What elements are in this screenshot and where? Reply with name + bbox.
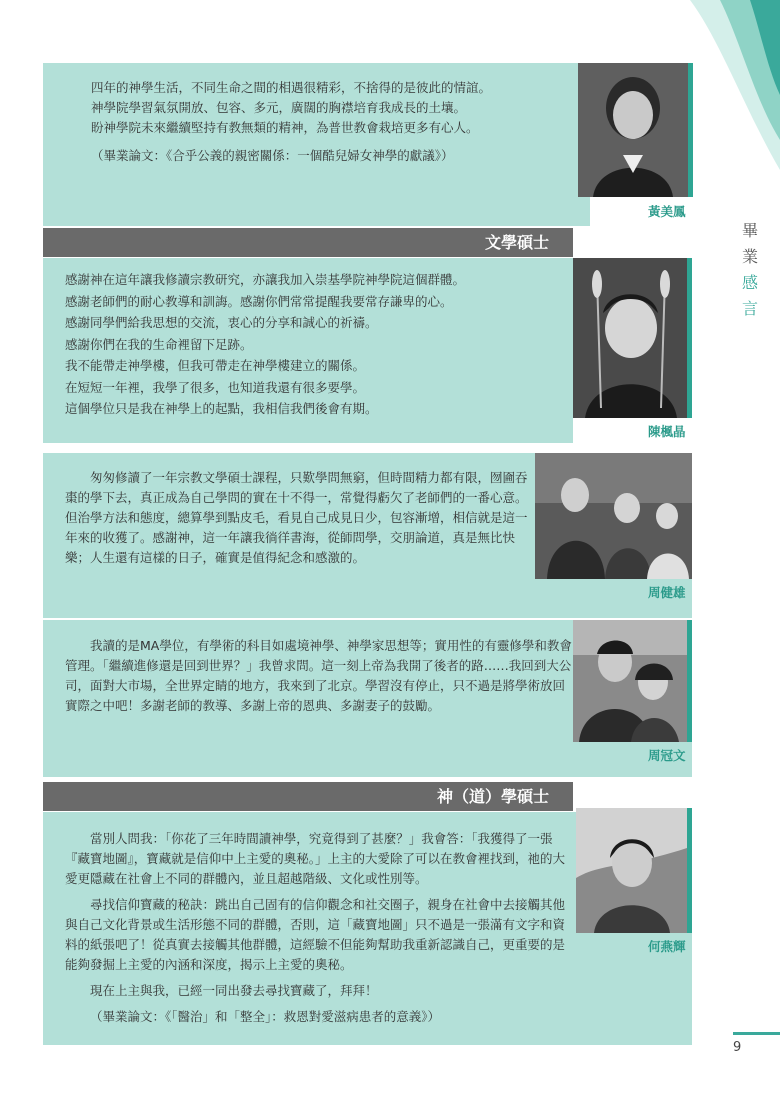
entry-paragraph: 尋找信仰寶藏的秘訣：跳出自己固有的信仰觀念和社交圈子，親身在社會中去接觸其他與自己文化背景或生活形態不同的群體，否則，這「藏寶地圖」只不過是一張滿有文字和資料的紙張吧了！從真實去接觸其他群體，這經驗不但能夠幫助我重新認識自己，更重要的是能夠發掘上主愛的內涵和深度，揭示上主愛的奧秘。 <box>65 897 566 972</box>
graduate-name: 周健雄 <box>648 585 686 600</box>
entry-paragraph: 匆匆修讀了一年宗教文學碩士課程，只歎學問無窮，但時間精力都有限，囫圇吞棗的學下去，真正成為自己學問的實在十不得一，常覺得虧欠了老師們的一番心意。但治學方法和態度，總算學到點皮毛，看見自己成見日少，包容漸增，相信就是這一年來的收獲了。感謝神，這一年讓我徜徉書海，從師問學，交朋論道，真是無比快樂；人生還有這樣的日子，確實是值得紀念和感激的。 <box>65 470 528 565</box>
group-photo <box>535 453 692 579</box>
entry-panel-1 <box>43 63 590 226</box>
thesis-line: （畢業論文：《合乎公義的親密關係：一個酷兒婦女神學的獻議》） <box>91 148 454 163</box>
side-title-char: 業 <box>741 247 758 266</box>
graduate-name: 黃美鳳 <box>648 204 686 219</box>
page-number: 9 <box>733 1040 742 1055</box>
photo-accent-bar <box>687 258 692 418</box>
photo-accent-bar <box>688 63 693 197</box>
graduate-photo <box>573 258 687 418</box>
entry-line: 感謝同學們給我思想的交流，衷心的分享和誠心的祈禱。 <box>65 315 378 330</box>
entry-text <box>65 468 533 568</box>
entry-panel-2 <box>43 258 573 443</box>
entry-paragraph: 現在上主與我，已經一同出發去尋找寶藏了，拜拜！ <box>90 983 378 998</box>
entry-text <box>65 829 575 1027</box>
graduate-name: 陳楓晶 <box>648 424 686 439</box>
entry-paragraph: 我讀的是MA學位，有學術的科目如處境神學、神學家思想等；實用性的有靈修學和教會管理。「繼續進修還是回到世界？」我曾求問。這一刻上帝為我開了後者的路……我回到大公司，面對大市場，全世界定睛的地方，我來到了北京。學習沒有停止，只不過是將學術放回實際之中吧！多謝老師的教導、多謝上帝的恩典、多謝妻子的鼓勵。 <box>65 638 572 713</box>
section-header-mdiv: 神（道）學碩士 <box>43 782 573 811</box>
side-title-char: 畢 <box>741 221 758 240</box>
graduate-name: 何燕輝 <box>648 939 686 954</box>
entry-text <box>65 636 573 716</box>
graduate-photo <box>576 808 687 933</box>
entry-line: 感謝你們在我的生命裡留下足跡。 <box>65 336 253 352</box>
entry-line: 感謝神在這年讓我修讀宗教研究，亦讓我加入崇基學院神學院這個群體。 <box>65 272 466 287</box>
graduate-name: 周冠文 <box>648 748 686 763</box>
graduate-photo <box>578 63 688 197</box>
section-header-ma: 文學碩士 <box>43 228 573 257</box>
side-title-char: 言 <box>741 299 758 318</box>
entry-line: 在短短一年裡，我學了很多，也知道我還有很多要學。 <box>65 379 366 395</box>
entry-line: 這個學位只是我在神學上的起點，我相信我們後會有期。 <box>65 401 378 416</box>
entry-line: 神學院學習氣氛開放、包容、多元，廣闊的胸襟培育我成長的土壤。 <box>91 100 467 115</box>
entry-text <box>91 78 571 166</box>
photo-accent-bar <box>687 620 692 742</box>
entry-text <box>65 269 560 420</box>
side-title-char: 感 <box>741 273 758 292</box>
photo-accent-bar <box>687 808 692 933</box>
entry-line: 我不能帶走神學樓，但我可帶走在神學樓建立的關係。 <box>65 358 366 373</box>
couple-photo <box>573 620 687 742</box>
entry-line: 盼神學院未來繼續堅持有教無類的精神，為普世教會栽培更多有心人。 <box>91 120 479 135</box>
side-title <box>738 218 762 322</box>
thesis-line: （畢業論文：《「醫治」和「整全」：救恩對愛滋病患者的意義》） <box>90 1009 441 1024</box>
entry-line: 四年的神學生活，不同生命之間的相遇很精彩，不捨得的是彼此的情誼。 <box>91 80 492 95</box>
entry-paragraph: 當別人問我：「你花了三年時間讀神學，究竟得到了甚麼？」我會答：「我獲得了一張『藏寶地圖』，寶藏就是信仰中上主愛的奧秘。」上主的大愛除了可以在教會裡找到，祂的大愛更隱藏在社會上不同的群體內，並且超越階級、文化或性別等。 <box>65 831 566 886</box>
entry-line: 感謝老師們的耐心教導和訓誨。感謝你們常常提醒我要常存謙卑的心。 <box>65 293 453 309</box>
page-number-rule <box>733 1032 780 1035</box>
